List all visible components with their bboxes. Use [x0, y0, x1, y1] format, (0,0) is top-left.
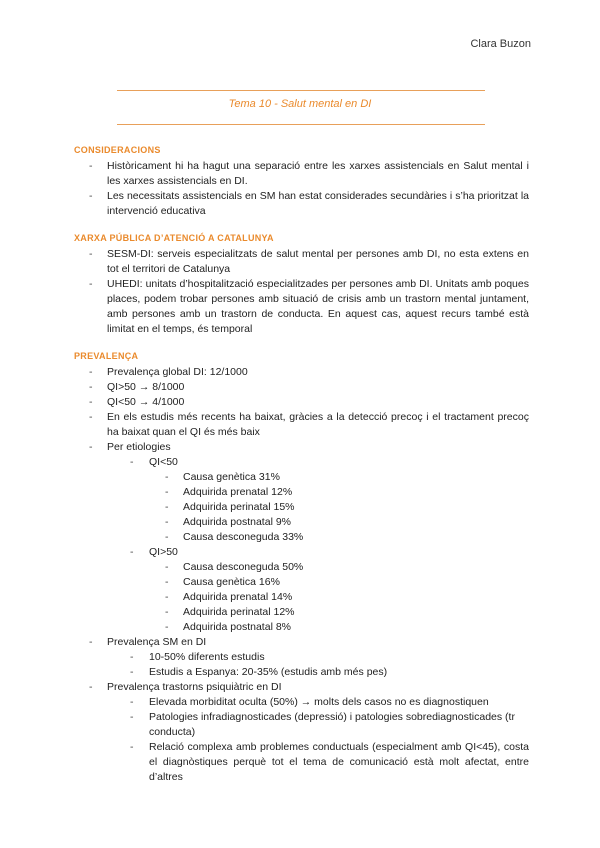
page-title: Tema 10 - Salut mental en DI: [228, 98, 372, 110]
title-rule-top: [117, 90, 485, 91]
list-item: - UHEDI: unitats d’hospitalització especialitzades per persones amb DI. Unitats amb poques places, podem trobar persones amb situació de crisis amb un trastorn mental juntament, amb persones amb un trastorn de conducta. En aquest cas, aquest recurs també està limitat en el temps, és temporal: [74, 277, 529, 337]
sub-sub-list-item: - Causa desconeguda 33%: [161, 530, 529, 545]
section-consideracions: [74, 143, 529, 219]
author-name: Clara Buzon: [470, 38, 531, 50]
list-item-trastorns: [74, 680, 529, 785]
list-item-sm: [74, 635, 529, 680]
sub-sub-list-item: - Adquirida prenatal 14%: [161, 590, 529, 605]
list-item-label: Prevalença trastorns psiquiàtric en DI: [107, 681, 282, 693]
section-heading: XARXA PÚBLICA D’ATENCIÓ A CATALUNYA: [74, 233, 274, 243]
sub-list-label: QI>50: [149, 546, 178, 558]
sub-list-item: - Patologies infradiagnosticades (depressió) i patologies sobrediagnosticades (tr conducta): [129, 710, 529, 740]
sub-sub-list-item: - Causa genètica 16%: [161, 575, 529, 590]
title-rule-bottom: [117, 124, 485, 125]
sub-list-label: QI<50: [149, 456, 178, 468]
sub-list-item: - 10-50% diferents estudis: [129, 650, 529, 665]
sub-list-item: - Elevada morbiditat oculta (50%) → molts dels casos no es diagnostiquen: [129, 695, 529, 710]
list-item-label: Per etiologies: [107, 441, 171, 453]
sub-sub-list: [161, 470, 529, 545]
bullet-list: [74, 159, 529, 219]
section-prevalenca: [74, 349, 529, 785]
sub-sub-list-item: - Causa genètica 31%: [161, 470, 529, 485]
list-item: - Les necessitats assistencials en SM han estat considerades secundàries i s’ha prioritzat la intervenció educativa: [74, 189, 529, 219]
list-item: - Prevalença global DI: 12/1000: [74, 365, 529, 380]
sub-list-item: - Relació complexa amb problemes conductuals (especialment amb QI<45), costa el diagnòstiques perquè tot el tema de comunicació està molt afectat, entre d’altres: [129, 740, 529, 785]
sub-list-item: [129, 545, 529, 635]
list-item-label: Prevalença SM en DI: [107, 636, 207, 648]
sub-sub-list-item: - Adquirida prenatal 12%: [161, 485, 529, 500]
list-item-etiologies: [74, 440, 529, 635]
section-heading: CONSIDERACIONS: [74, 145, 161, 155]
list-item: - QI>50 → 8/1000: [74, 380, 529, 395]
sub-sub-list-item: - Adquirida postnatal 9%: [161, 515, 529, 530]
section-xarxa-publica: [74, 231, 529, 337]
section-heading: PREVALENÇA: [74, 351, 139, 361]
sub-list: [129, 695, 529, 785]
sub-sub-list-item: - Adquirida perinatal 12%: [161, 605, 529, 620]
sub-list-item: - Estudis a Espanya: 20-35% (estudis amb més pes): [129, 665, 529, 680]
bullet-list: [74, 365, 529, 785]
list-item: - En els estudis més recents ha baixat, gràcies a la detecció precoç i el tractament precoç ha baixat quan el QI és més baix: [74, 410, 529, 440]
list-item: - SESM-DI: serveis especialitzats de salut mental per persones amb DI, no esta extens en tot el territori de Catalunya: [74, 247, 529, 277]
sub-sub-list-item: - Adquirida perinatal 15%: [161, 500, 529, 515]
sub-list: [129, 650, 529, 680]
document-body: [74, 143, 529, 790]
sub-list: [129, 455, 529, 635]
bullet-list: [74, 247, 529, 337]
sub-sub-list: [161, 560, 529, 635]
list-item: - QI<50 → 4/1000: [74, 395, 529, 410]
sub-sub-list-item: - Adquirida postnatal 8%: [161, 620, 529, 635]
sub-sub-list-item: - Causa desconeguda 50%: [161, 560, 529, 575]
sub-list-item: [129, 455, 529, 545]
list-item: - Històricament hi ha hagut una separació entre les xarxes assistencials en Salut mental i les xarxes assistencials en DI.: [74, 159, 529, 189]
